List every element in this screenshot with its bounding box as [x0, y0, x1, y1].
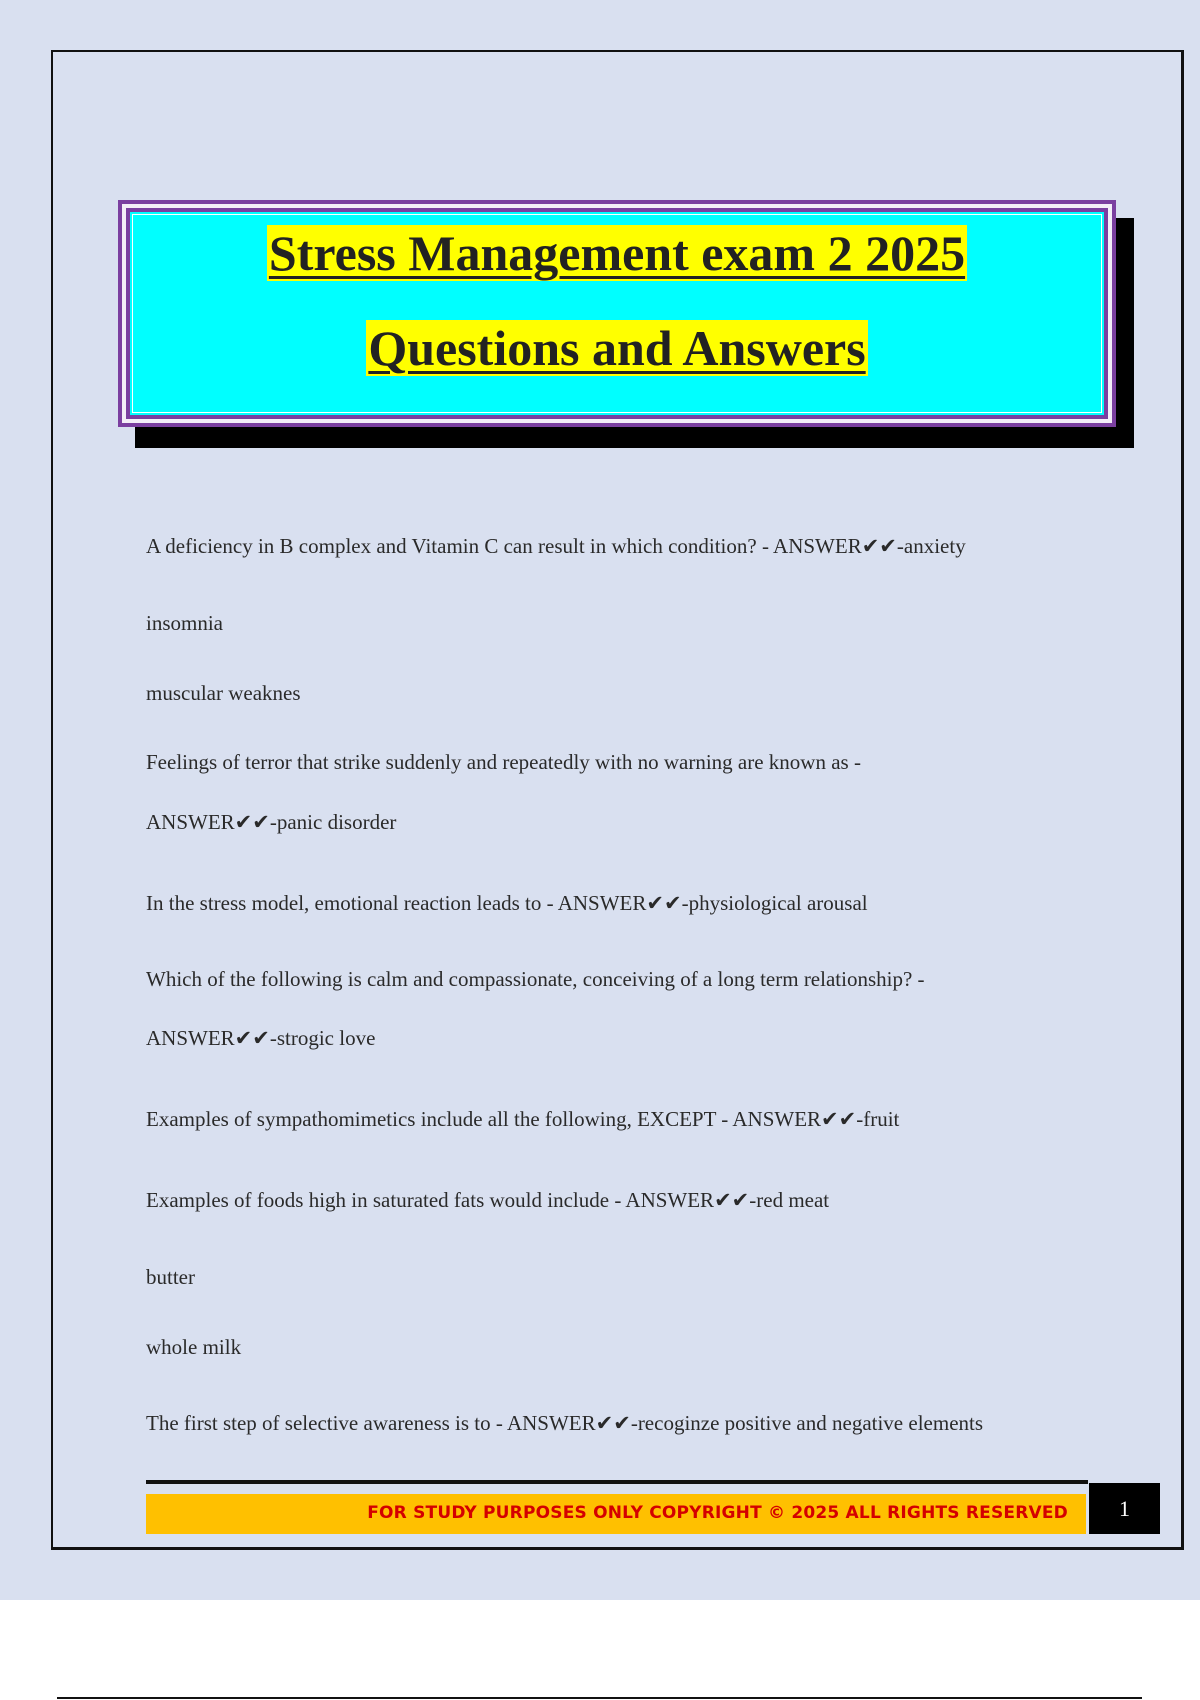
- question-1-line: A deficiency in B complex and Vitamin C can result in which condition? - ANSWER✔✔-anxiety: [146, 534, 966, 558]
- title-box: [126, 208, 1108, 419]
- answer-1-line-3: muscular weaknes: [146, 681, 301, 705]
- answer-2-line: ANSWER✔✔-panic disorder: [146, 810, 397, 834]
- question-5-line: Examples of sympathomimetics include all the following, EXCEPT - ANSWER✔✔-fruit: [146, 1107, 900, 1131]
- title-line-1-text: Stress Management exam 2 2025: [268, 225, 966, 281]
- copyright-notice: FOR STUDY PURPOSES ONLY COPYRIGHT © 2025 ALL RIGHTS RESERVED: [367, 1503, 1068, 1523]
- answer-4-line: ANSWER✔✔-strogic love: [146, 1026, 376, 1050]
- title-line-1: [130, 222, 1104, 284]
- question-7-line: The first step of selective awareness is to - ANSWER✔✔-recoginze positive and negative elements: [146, 1411, 984, 1435]
- question-4-line: Which of the following is calm and compassionate, conceiving of a long term relationship? -: [146, 967, 925, 991]
- title-line-2: [130, 317, 1104, 379]
- question-6-line: Examples of foods high in saturated fats would include - ANSWER✔✔-red meat: [146, 1188, 830, 1212]
- title-line-2-text: Questions and Answers: [368, 320, 866, 376]
- question-2-line: Feelings of terror that strike suddenly and repeatedly with no warning are known as -: [146, 750, 861, 774]
- footer-rule: [146, 1480, 1088, 1484]
- page-number: 1: [1089, 1483, 1160, 1534]
- answer-6-line-2: butter: [146, 1265, 195, 1289]
- answer-6-line-3: whole milk: [146, 1335, 242, 1359]
- next-page-top-rule: [57, 1697, 1142, 1699]
- answer-1-line-2: insomnia: [146, 611, 223, 635]
- question-3-line: In the stress model, emotional reaction leads to - ANSWER✔✔-physiological arousal: [146, 891, 868, 915]
- footer-bar: [146, 1494, 1086, 1534]
